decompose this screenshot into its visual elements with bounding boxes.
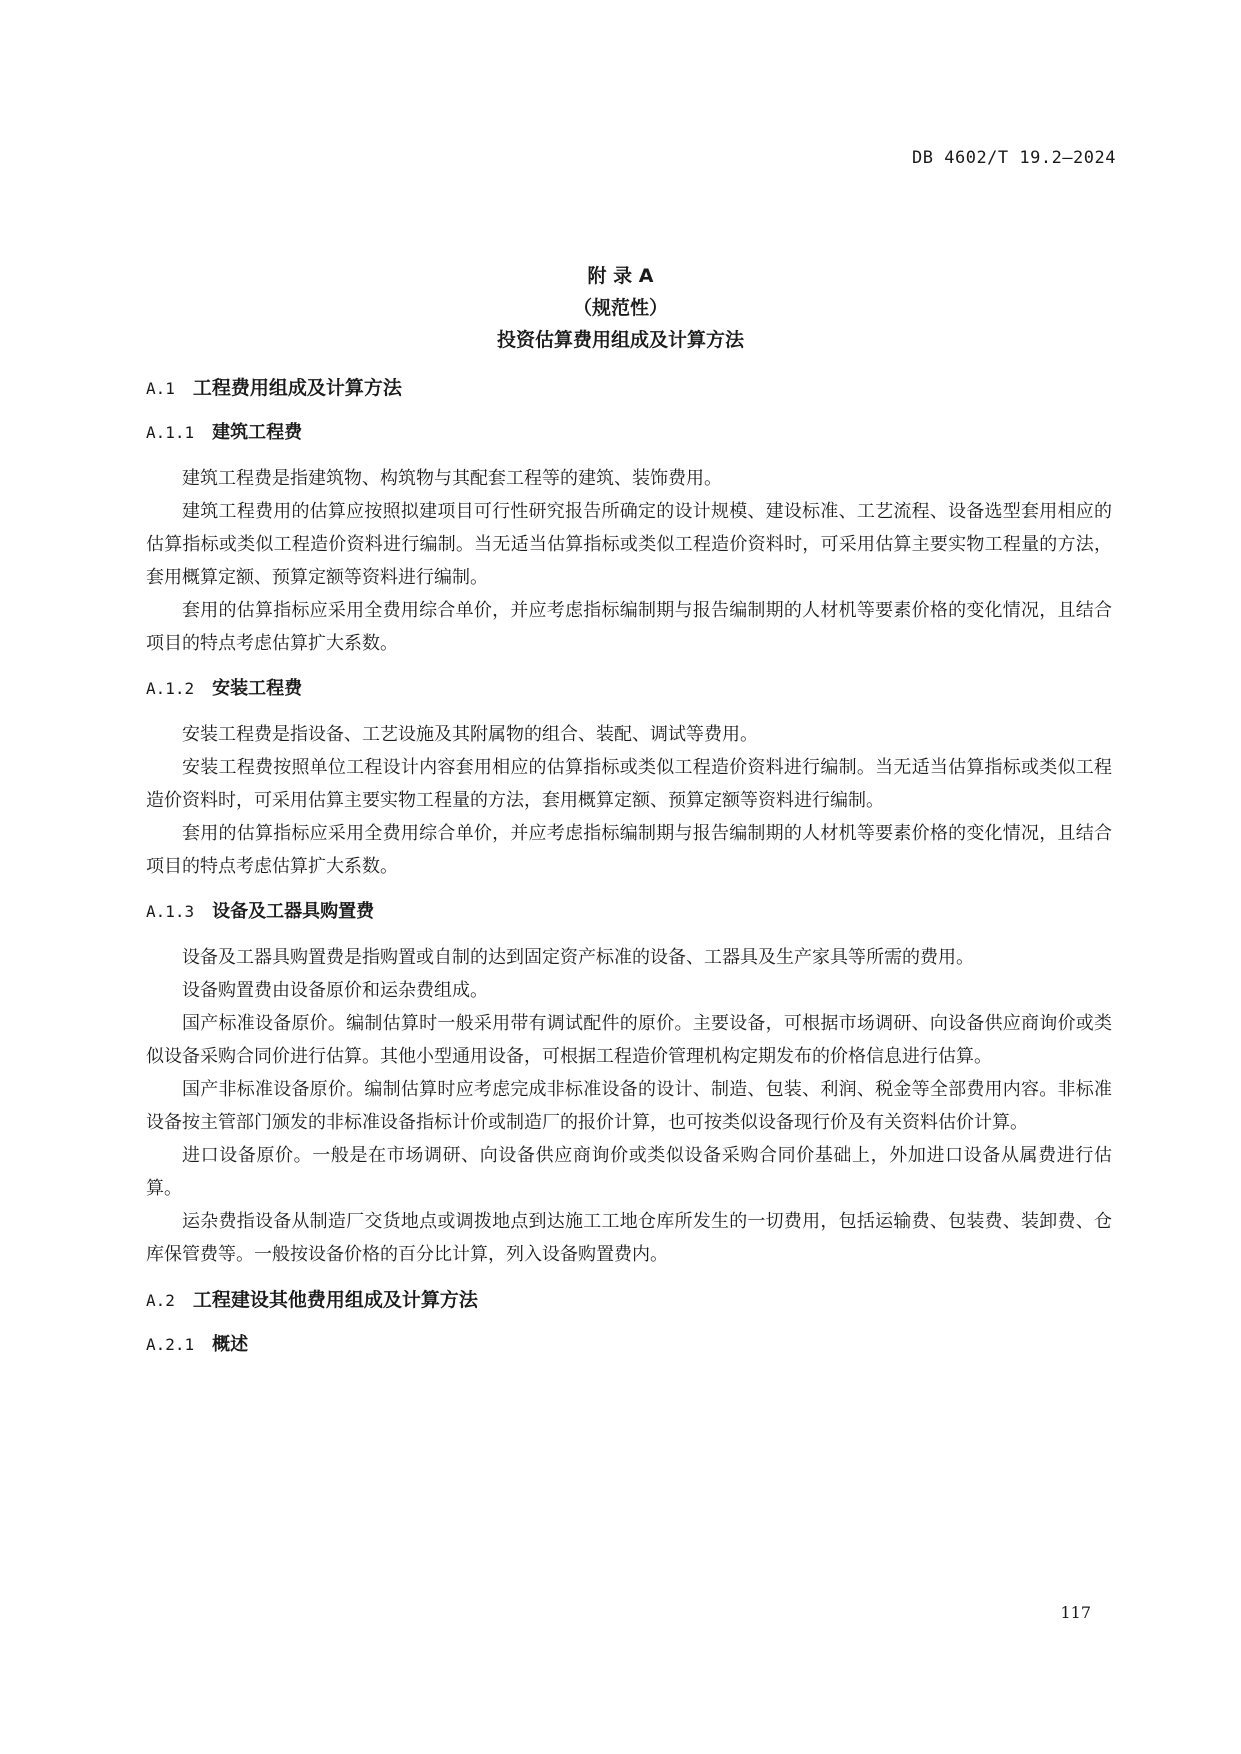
section-number: A.1.3 [146, 902, 195, 921]
appendix-title: 附 录 A [587, 265, 654, 287]
section-title: 设备及工器具购置费 [212, 901, 375, 922]
appendix-type: （规范性） [572, 297, 668, 319]
section-a2-1-heading [146, 1330, 1112, 1360]
section-number: A.2.1 [146, 1335, 195, 1354]
document-code: DB 4602/T 19.2—2024 [912, 148, 1116, 168]
section-title: 工程建设其他费用组成及计算方法 [192, 1289, 478, 1311]
paragraph: 进口设备原价。一般是在市场调研、向设备供应商询价或类似设备采购合同价基础上，外加进口设备从属费进行估算。 [146, 1145, 1112, 1199]
page-number: 117 [1060, 1603, 1091, 1622]
paragraph: 建筑工程费用的估算应按照拟建项目可行性研究报告所确定的设计规模、建设标准、工艺流程、设备选型套用相应的估算指标或类似工程造价资料进行编制。当无适当估算指标或类似工程造价资料时，可采用估算主要实物工程量的方法，套用概算定额、预算定额等资料进行编制。 [146, 501, 1112, 588]
section-number: A.1.1 [146, 423, 195, 442]
section-number: A.2 [146, 1291, 175, 1310]
section-a1-2-heading [146, 674, 1112, 704]
appendix-heading [0, 260, 1241, 356]
paragraph: 设备购置费由设备原价和运杂费组成。 [182, 980, 488, 1001]
section-title: 建筑工程费 [212, 422, 303, 443]
appendix-name: 投资估算费用组成及计算方法 [496, 329, 744, 351]
paragraph: 安装工程费按照单位工程设计内容套用相应的估算指标或类似工程造价资料进行编制。当无适当估算指标或类似工程造价资料时，可采用估算主要实物工程量的方法，套用概算定额、预算定额等资料进行编制。 [146, 757, 1112, 811]
section-title: 概述 [212, 1334, 249, 1355]
section-number: A.1.2 [146, 679, 195, 698]
paragraph: 国产非标准设备原价。编制估算时应考虑完成非标准设备的设计、制造、包装、利润、税金等全部费用内容。非标准设备按主管部门颁发的非标准设备指标计价或制造厂的报价计算，也可按类似设备现行价及有关资料估价计算。 [146, 1079, 1112, 1133]
section-a2-heading [146, 1285, 1112, 1316]
paragraph: 运杂费指设备从制造厂交货地点或调拨地点到达施工工地仓库所发生的一切费用，包括运输费、包装费、装卸费、仓库保管费等。一般按设备价格的百分比计算，列入设备购置费内。 [146, 1211, 1112, 1265]
document-body [146, 373, 1112, 1374]
paragraph: 套用的估算指标应采用全费用综合单价，并应考虑指标编制期与报告编制期的人材机等要素价格的变化情况，且结合项目的特点考虑估算扩大系数。 [146, 600, 1112, 654]
section-a1-2 [146, 674, 1112, 883]
paragraph: 建筑工程费是指建筑物、构筑物与其配套工程等的建筑、装饰费用。 [182, 468, 722, 489]
section-a1-1-heading [146, 418, 1112, 448]
section-a1-3-heading [146, 897, 1112, 927]
section-title: 工程费用组成及计算方法 [192, 377, 402, 399]
paragraph: 国产标准设备原价。编制估算时一般采用带有调试配件的原价。主要设备，可根据市场调研、向设备供应商询价或类似设备采购合同价进行估算。其他小型通用设备，可根据工程造价管理机构定期发布的价格信息进行估算。 [146, 1013, 1112, 1067]
section-number: A.1 [146, 379, 175, 398]
section-a1-3 [146, 897, 1112, 1271]
section-title: 安装工程费 [212, 678, 303, 699]
paragraph: 设备及工器具购置费是指购置或自制的达到固定资产标准的设备、工器具及生产家具等所需的费用。 [182, 947, 974, 968]
section-a1-1 [146, 418, 1112, 660]
section-a1-heading [146, 373, 1112, 404]
paragraph: 套用的估算指标应采用全费用综合单价，并应考虑指标编制期与报告编制期的人材机等要素价格的变化情况，且结合项目的特点考虑估算扩大系数。 [146, 823, 1112, 877]
paragraph: 安装工程费是指设备、工艺设施及其附属物的组合、装配、调试等费用。 [182, 724, 758, 745]
